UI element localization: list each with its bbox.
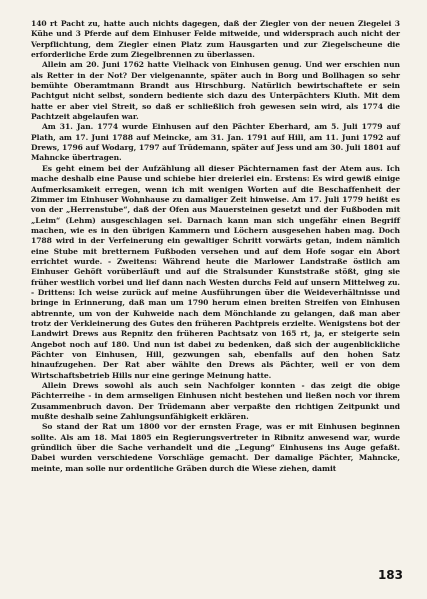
paragraph: Allein am 20. Juni 1762 hatte Vielhack von Einhusen genug. Und wer erschien nun als Retter in der Not? Der vielgenannte, später auch in Borg und Bollhagen so sehr bemühte Oberamtmann Brandt aus Hirschburg. Natürlich bewirtschaftete er sein Pachtgut nicht selbst, sondern bediente sich dazu des Unterpächters Kluth. Mit dem hatte er aber viel Streit, so daß er schließlich froh gewesen sein wird, als 1774 die Pachtzeit abgelaufen war.: [31, 60, 400, 122]
page-number: 183: [377, 568, 403, 582]
paragraph: Es geht einem bei der Aufzählung all dieser Pächternamen fast der Atem aus. Ich mache deshalb eine Pause und schiebe hier dreierlei ein. Erstens: Es wird gewiß einige Aufmerksamkeit erregen, wenn ich mit wenigen Worten auf die Beschaffenheit der Zimmer im Einhuser Wohnhause zu damaliger Zeit hinweise. Am 17. Juli 1779 heißt es von der „Herrenstube“, daß der Ofen aus Mauersteinen gesetzt und der Fußboden mit „Leim“ (Lehm) ausgeschlagen sei. Darnach kann man sich ungefähr einen Begriff machen, wie es in den übrigen Kammern und Löchern ausgesehen haben mag. Doch 1788 wird in der Verfeinerung ein gewaltiger Schritt vorwärts getan, indem nämlich eine Stube mit bretternem Fußboden versehen und auf dem Hofe sogar ein Abort errichtet wurde. - Zweitens: Während heute die Marlower Landstraße östlich am Einhuser Gehöft vorüberläuft und auf die Stralsunder Kunststraße stößt, ging sie früher westlich vorbei und lief dann nach Westen durchs Feld auf unsern Mittelweg zu. - Drittens: Ich weise zurück auf meine Ausführungen über die Weideverhältnisse und bringe in Erinnerung, daß man um 1790 herum einen breiten Streifen von Einhusen abtrennte, um von der Kuhweide nach dem Mönchlande zu gelangen, daß man aber trotz der Verkleinerung des Gutes den früheren Pachtpreis erzielte. Wenigstens bot der Landwirt Drews aus Repnitz den früheren Pachtsatz von 165 rt, ja, er steigerte sein Angebot noch auf 180. Und nun ist dabei zu bedenken, daß sich der augenblickliche Pächter von Einhusen, Hill, gezwungen sah, ebenfalls auf den hohen Satz hinaufzugehen. Der Rat aber wählte den Drews als Pächter, weil er von dem Wirtschaftsbetrieb Hills nur eine geringe Meinung hatte.: [31, 163, 400, 380]
paragraph: Am 31. Jan. 1774 wurde Einhusen auf den Pächter Eberhard, am 5. Juli 1779 auf Plath, am 17. Juni 1788 auf Meincke, am 31. Jan. 1791 auf Hill, am 11. Juni 1792 auf Drews, 1796 auf Wodarg, 1797 auf Trüdemann, später auf Jess und am 30. Juli 1801 auf Mahncke übertragen.: [31, 122, 400, 163]
paragraph: So stand der Rat um 1800 vor der ernsten Frage, was er mit Einhusen beginnen sollte. Als am 18. Mai 1805 ein Regierungsvertreter in Ribnitz anwesend war, wurde gründlich über die Sache verhandelt und die „Legung“ Einhusens ins Auge gefaßt. Dabei wurden verschiedene Vorschläge gemacht. Der damalige Pächter, Mahncke, meinte, man solle nur ordentliche Gräben durch die Wiese ziehen, damit: [31, 422, 400, 473]
paragraph: 140 rt Pacht zu, hatte auch nichts dagegen, daß der Ziegler von der neuen Ziegelei 3 Kühe und 3 Pferde auf dem Einhuser Felde mitweide, und widersprach auch nicht der Verpflichtung, dem Ziegler einen Platz zum Hausgarten und zur Ziegelscheune die erforderliche Erde zum Ziegelbrennen zu überlassen.: [31, 19, 400, 60]
paragraph: Allein Drews sowohl als auch sein Nachfolger konnten - das zeigt die obige Pächterreihe - in dem armseligen Einhusen nicht bestehen und ließen noch vor ihrem Zusammenbruch davon. Der Trüdemann aber verpaßte den richtigen Zeitpunkt und mußte deshalb seine Zahlungsunfähigkeit erklären.: [31, 381, 400, 422]
body-text: [31, 19, 400, 474]
